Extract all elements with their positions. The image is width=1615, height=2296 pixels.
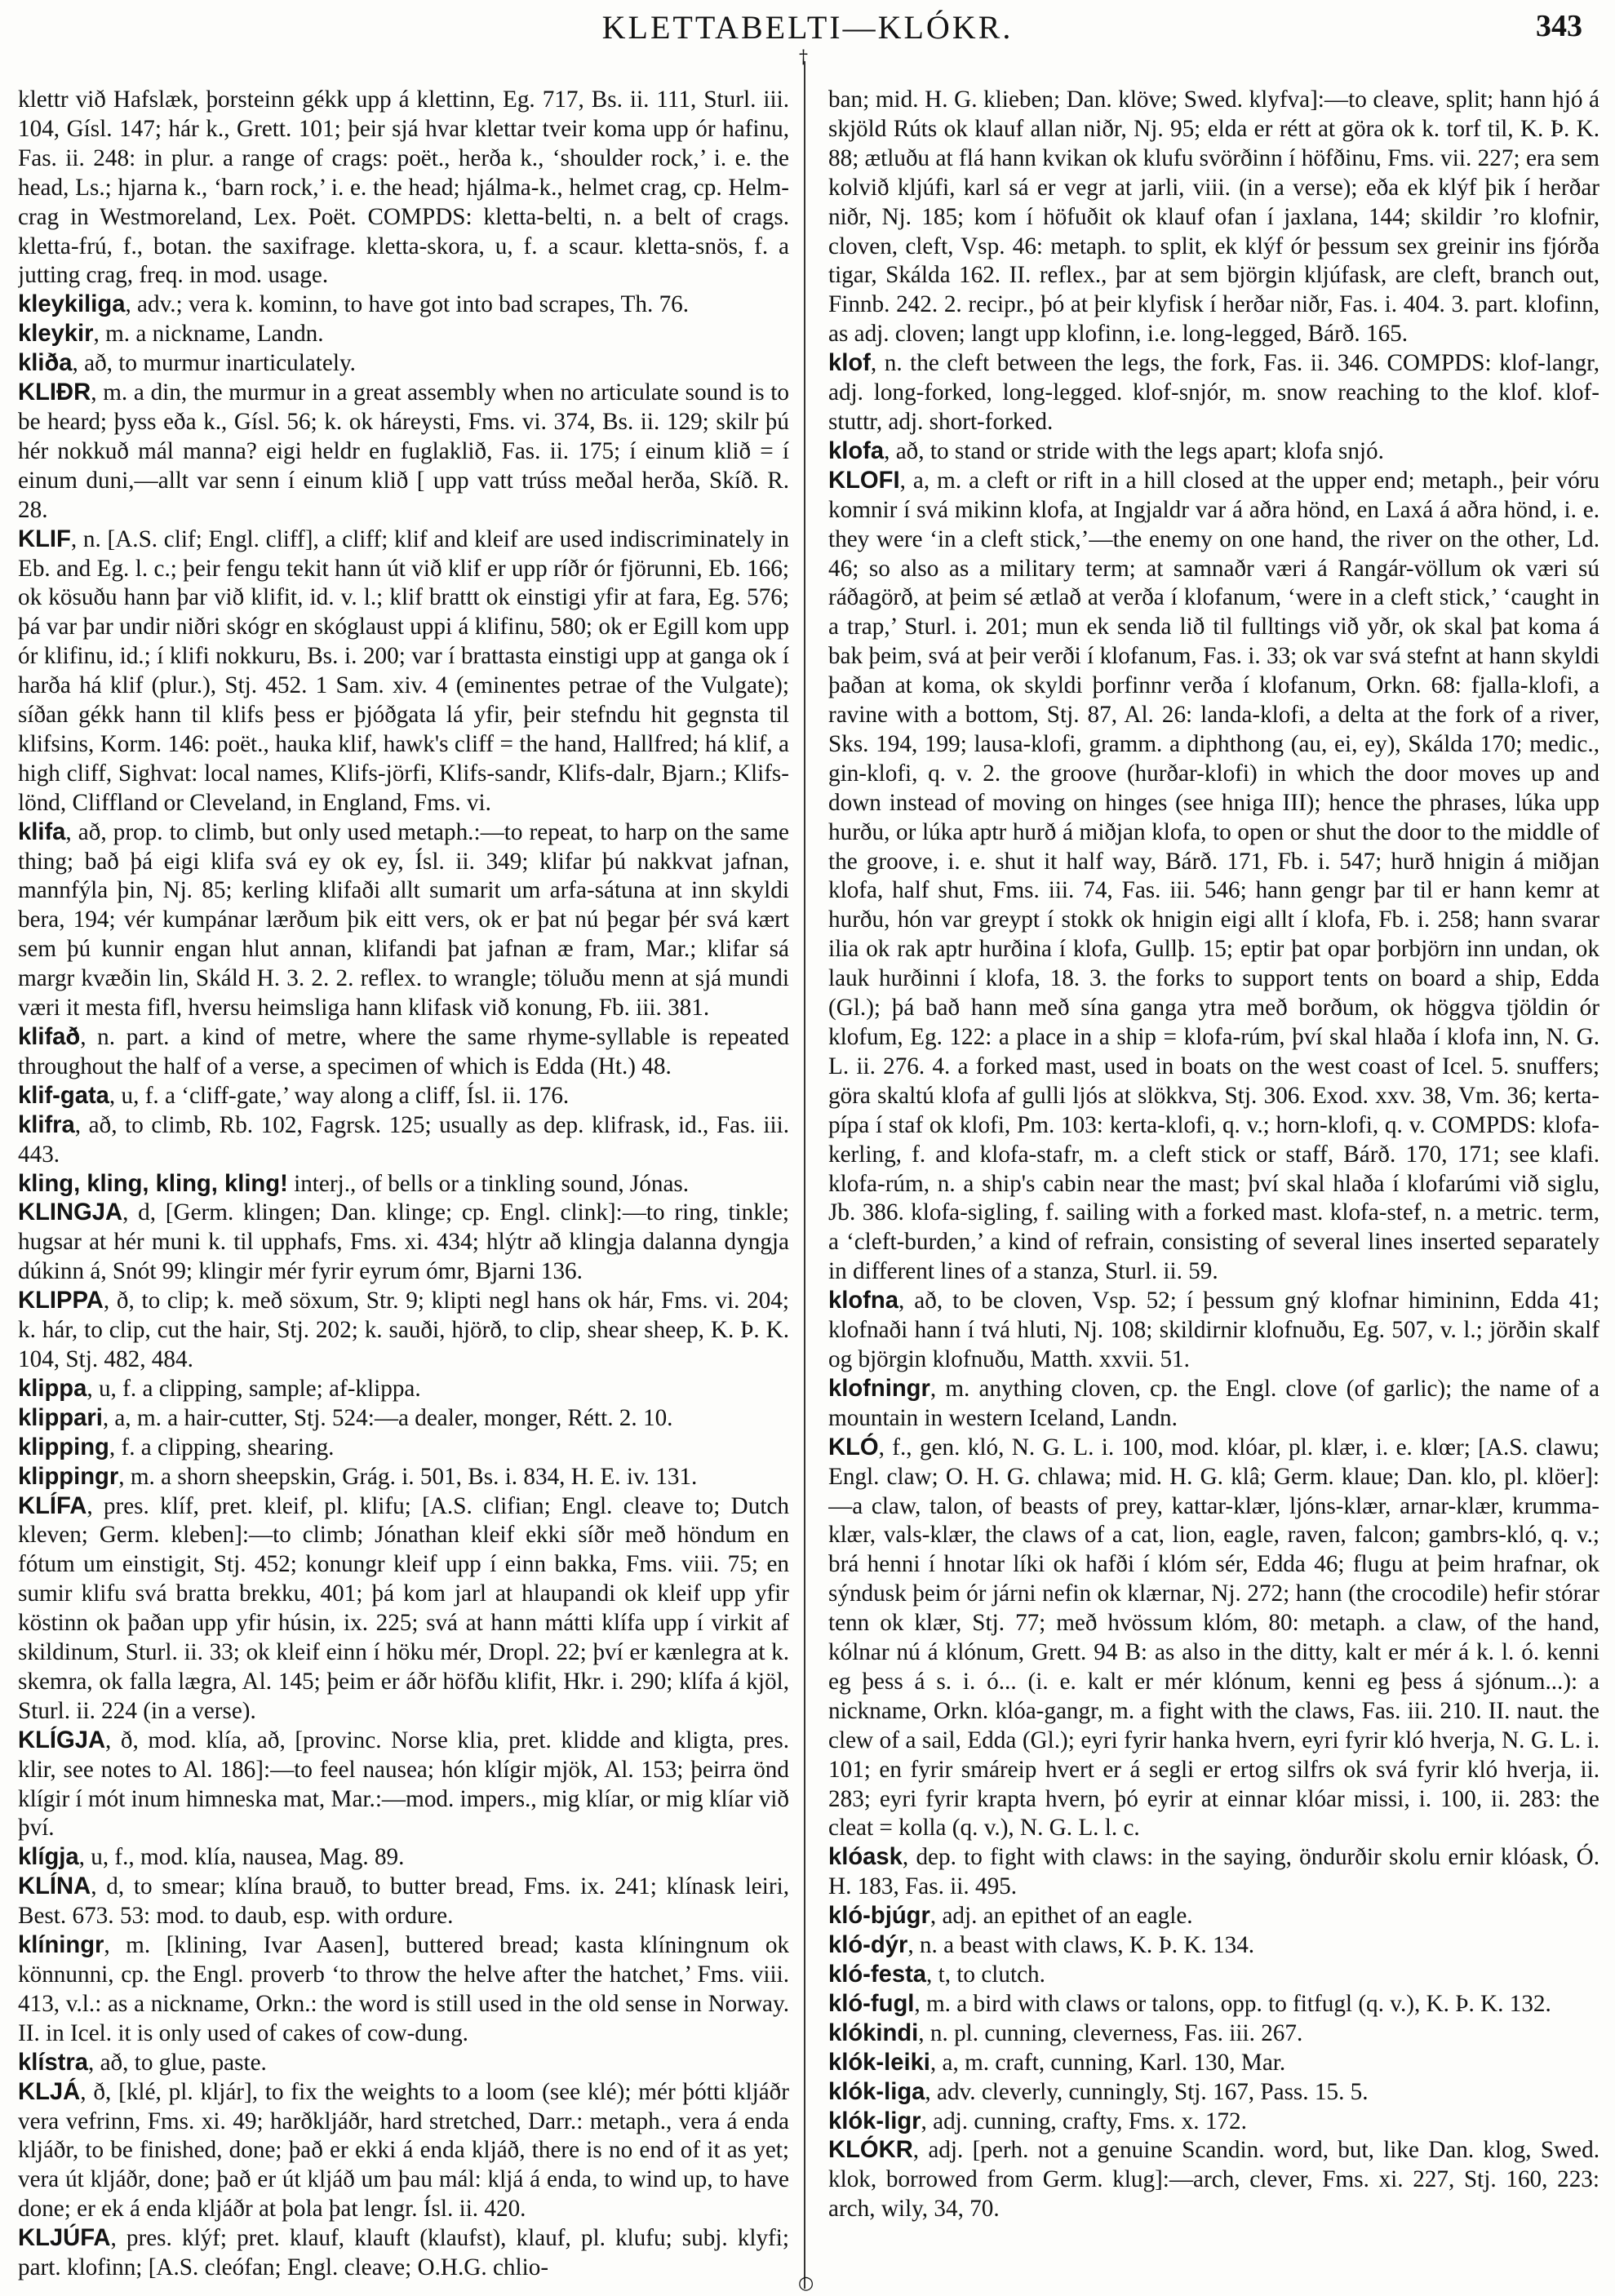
dictionary-entry: [18, 1023, 789, 1082]
dictionary-entry: [18, 2224, 789, 2280]
dictionary-entry: [18, 1873, 789, 1931]
entry-headword: klifað: [18, 1024, 81, 1050]
entry-headword: KLIPPA: [18, 1288, 104, 1314]
dictionary-entry: [828, 467, 1599, 1287]
entry-headword: klóask: [828, 1844, 903, 1871]
entry-definition: , ð, to clip; k. með söxum, Str. 9; klipti negl hans ok hár, Fms. vi. 204; k. hár, to clip, cut the hair, Stj. 202; k. sauði, hjörð, to clip, shear sheep, K. Þ. K. 104, Stj. 482, 484.: [18, 1288, 789, 1372]
entry-headword: klíningr: [18, 1932, 104, 1959]
entry-definition: , m. a din, the murmur in a great assembly when no articulate sound is to be heard; þyss eða k., Gísl. 56; k. ok háreysti, Fms. vi. 374, Bs. ii. 129; skilr þú hér nokkuð mál manna? eigi heldr en fuglaklið, Fas. ii. 175; í einum klið = í einum duni,—allt var senn í einum klið [ upp vatt trúss meðal herða, Skíð. R. 28.: [18, 379, 789, 523]
dictionary-entry: [828, 2108, 1599, 2137]
entry-definition: , adj. an epithet of an eagle.: [930, 1903, 1193, 1930]
dictionary-entry: [18, 1931, 789, 2049]
entry-headword: klippa: [18, 1375, 87, 1402]
entry-definition: , u, f., mod. klía, nausea, Mag. 89.: [78, 1844, 405, 1871]
dictionary-entry: [18, 349, 789, 379]
entry-headword: klifra: [18, 1111, 75, 1138]
dictionary-entry: [18, 1492, 789, 1726]
entry-headword: KLIF: [18, 525, 71, 552]
dictionary-entry: [18, 1375, 789, 1404]
entry-headword: KLÍNA: [18, 1873, 91, 1900]
dictionary-entry: [828, 2049, 1599, 2078]
entry-definition: , að, prop. to climb, but only used metaph.:—to repeat, to harp on the same thing; bað þá eigi klifa svá ey ok ey, Ísl. ii. 349; klifar þú nakkvat jafnan, mannfýla þin, Nj. 85; kerling klifaði allt sumarit um arfa-sátuna at inn skyldi bera, 194; vér kumpánar lærðum þik eitt vers, ok er þat nú þegar þér svá kært sem þú kunnir engan hlut annan, klifandi þat jafnan æ fram, Mar.; klifar sá margr kvæðin lin, Skáld H. 3. 2. 2. reflex. to wrangle; töluðu menn at sjá mundi væri it mesta fifl, hversu heimsliga hann klifask við konung, Fb. iii. 381.: [18, 818, 789, 1022]
entry-headword: klígja: [18, 1844, 79, 1871]
entry-headword: kló-festa: [828, 1961, 927, 1988]
entry-definition: , n. part. a kind of metre, where the same rhyme-syllable is repeated throughout the half of a verse, a specimen of which is Edda (Ht.) 48.: [18, 1024, 789, 1079]
dictionary-entry: [18, 1404, 789, 1434]
entry-headword: KLÍFA: [18, 1492, 87, 1519]
page-number: 343: [1536, 9, 1582, 43]
entry-definition: , ð, [klé, pl. kljár], to fix the weights to a loom (see klé); mér þótti kljáðr vera vefrinn, Fms. xi. 49; harðkljáðr, hard stretched, Darr.: metaph., vera á enda kljáðr, to be finished, done; það er ekki á enda kljáð, there is no end of it as yet; vera út kljáðr, done; það er út kljáð um þau mál: kljá á enda, to wind up, to have done; er ek á enda kljáðr at þola þat lengr. Ísl. ii. 420.: [18, 2078, 789, 2223]
entry-definition: , adj. [perh. not a genuine Scandin. word, but, like Dan. klog, Swed. klok, borrowed from Germ. klug]:—arch, clever, Fms. xi. 227, Stj. 160, 223: arch, wily, 34, 70.: [828, 2137, 1599, 2223]
entry-headword: KLOFI: [828, 467, 900, 494]
entry-definition: , dep. to fight with claws: in the saying, öndurðir skolu ernir klóask, Ó. H. 183, Fas. ii. 495.: [828, 1844, 1599, 1900]
entry-definition: , ð, mod. klía, að, [provinc. Norse klia, pret. klidde and kligta, pres. klir, see notes to Al. 186]:—to feel nausea; hón klígir mjök, Al. 153; þeirra önd klígir í mót inum himneska mat, Mar.:—mod. impers., mig klíar, or mig klíar við því.: [18, 1726, 789, 1842]
entry-definition: , að, to climb, Rb. 102, Fagrsk. 125; usually as dep. klifrask, id., Fas. iii. 443.: [18, 1111, 789, 1168]
dictionary-entry: [18, 525, 789, 818]
entry-headword: KLJÚFA: [18, 2225, 111, 2252]
dictionary-entry: [828, 2019, 1599, 2049]
right-column: [828, 86, 1599, 2280]
entry-definition: , u, f. a ‘cliff-gate,’ way along a cliff, Ísl. ii. 176.: [109, 1082, 570, 1109]
entry-headword: klístra: [18, 2049, 88, 2076]
left-column: [18, 86, 789, 2280]
entry-definition: , pres. klíf, pret. kleif, pl. klifu; [A.S. clifian; Engl. cleave to; Dutch kleven; Germ. kleben]:—to climb; Jónathan kleif ekki síðr með höndum en fótum um einstigit, Stj. 452; konungr kleif upp í einn bakka, Fms. viii. 75; en sumir klifu svá bratta brekku, 401; þá kom jarl at hlaupandi ok kleif upp yfir köstinn ok þaðan upp yfir húsin, ix. 225; svá at hann mátti klífa upp í virkit af skildinum, Sturl. ii. 33; ok kleif einn í höku mér, Dropl. 22; því er kænlegra at k. skemra, ok falla lægra, Al. 145; þeim er áðr höfðu klifit, Hkr. i. 290; klífa á kjöl, Sturl. ii. 224 (in a verse).: [18, 1492, 789, 1724]
entry-headword: klofna: [828, 1288, 898, 1314]
entry-definition: , adv. cleverly, cunningly, Stj. 167, Pass. 15. 5.: [925, 2078, 1369, 2105]
entry-headword: klók-leiki: [828, 2049, 930, 2076]
dictionary-entry: [828, 437, 1599, 467]
entry-headword: klifa: [18, 818, 66, 845]
dictionary-entry: [18, 1287, 789, 1375]
entry-headword: KLÓ: [828, 1434, 879, 1460]
column-divider-ornament-top: †: [799, 47, 808, 68]
dictionary-entry: [18, 1111, 789, 1170]
dictionary-entry: [18, 320, 789, 349]
entry-definition: , n. pl. cunning, cleverness, Fas. iii. 267.: [918, 2019, 1303, 2046]
entry-definition: , n. the cleft between the legs, the fork, Fas. ii. 346. COMPDS: klof-langr, adj. long-forked, long-legged. klof-snjór, m. snow reaching to the klof. klof-stuttr, adj. short-forked.: [828, 350, 1599, 435]
entry-definition: interj., of bells or a tinkling sound, Jónas.: [287, 1170, 690, 1197]
entry-headword: klofningr: [828, 1375, 930, 1402]
entry-definition: , adj. cunning, crafty, Fms. x. 172.: [921, 2108, 1247, 2134]
entry-definition: , t, to clutch.: [926, 1961, 1045, 1988]
entry-definition: , adv.; vera k. kominn, to have got into bad scrapes, Th. 76.: [125, 291, 690, 318]
entry-headword: KLÍGJA: [18, 1726, 106, 1753]
dictionary-entry: [18, 1199, 789, 1287]
entry-definition: , n. a beast with claws, K. Þ. K. 134.: [907, 1932, 1255, 1959]
entry-headword: klippingr: [18, 1463, 119, 1490]
dictionary-entry: [18, 290, 789, 320]
entry-definition: klettr við Hafslæk, þorsteinn gékk upp á klettinn, Eg. 717, Bs. ii. 111, Sturl. iii. 104, Gísl. 147; hár k., Grett. 101; þeir sjá hvar klettar tveir koma upp ór hafinu, Fas. ii. 248: in plur. a range of crags: poët., herða k., ‘shoulder rock,’ i. e. the head, Ls.; hjarna k., ‘barn rock,’ i. e. the head; hjálma-k., helmet crag, cp. Helm-crag in Westmoreland, Lex. Poët. COMPDS: kletta-belti, n. a belt of crags. kletta-frú, f., botan. the saxifrage. kletta-skora, u, f. a scaur. kletta-snös, f. a jutting crag, freq. in mod. usage.: [18, 86, 789, 289]
page-header: [0, 8, 1615, 49]
column-divider-ornament-bottom: ○: [798, 2273, 814, 2294]
entry-definition: , a, m. a hair-cutter, Stj. 524:—a dealer, monger, Rétt. 2. 10.: [102, 1404, 673, 1431]
entry-definition: , m. a shorn sheepskin, Grág. i. 501, Bs. i. 834, H. E. iv. 131.: [118, 1463, 698, 1490]
entry-headword: klipping: [18, 1434, 109, 1460]
entry-definition: , að, to glue, paste.: [88, 2049, 267, 2076]
entry-definition: , a, m. a cleft or rift in a hill closed at the upper end; metaph., þeir vóru komnir í svá mikinn klofa, at Ingjaldr var á aðra hönd, en Laxá á aðra hönd, i. e. they were ‘in a cleft stick,’—the enemy on one hand, the river on the other, Ld. 46; so also as a military term; at samnaðr væri á Rangár-völlum ok væri sú ráðagörð, at þeim sé ætlað at verða í klofanum, ‘were in a cleft stick,’ ‘caught in a trap,’ Sturl. i. 201; mun ek senda lið til fulltings við yðr, ok skal þat koma á bak þeim, svá at þeir verði í klofanum, Fas. i. 33; ok var svá stefnt at hann skyldi þaðan at koma, ok skyldi þorfinnr verða í klofanum, Orkn. 68: fjalla-klofi, a ravine with a bottom, Stj. 87, Al. 26: landa-klofi, a delta at the fork of a river, Sks. 194, 199; lausa-klofi, gramm. a diphthong (au, ei, ey), Skálda 170; medic., gin-klofi, q. v. 2. the groove (hurðar-klofi) in which the door moves up and down instead of moving on hinges (see hniga III); hence the phrases, lúka upp hurðu, or lúka aptr hurð á miðjan klofa, to open or shut the door to the middle of the groove, i. e. shut it half way, Bárð. 171, Fb. i. 547; hurð hnigin á miðjan klofa, half shut, Fms. iii. 74, Fas. iii. 546; hann gengr þar til er hann kemr at hurðu, hón var greypt í stokk ok hnigin eigi allt í klofa, Fb. i. 258; hann svarar ilia ok rak aptr hurðina í klofa, Gullþ. 15; eptir þat opar þorbjörn inn undan, ok lauk hurðinni í klofa, 18. 3. the forks to support tents on board a ship, Edda (Gl.); þá bað hann með sína ganga ytra með borðum, ok höggva tjöldin ór klofum, Eg. 122: a place in a ship = klofa-rúm, því skal hlaða í klofa inn, N. G. L. ii. 276. 4. a forked mast, used in boats on the west coast of Icel. 5. snuffers; göra skaltú klofa af gulli ljós at slökkva, Stj. 306. Exod. xxv. 38, Vm. 36; kerta-pípa í staf ok klofi, Pm. 103: kerta-klofi, q. v.; horn-klofi, q. v. COMPDS: klofa-kerling, f. and klofa-stafr, m. a cleft stick or staff, Bárð. 170, 171; see klafi. klofa-rúm, n. a ship's cabin near the mast; því skal hlaða í klofarúmi við siglu, Jb. 386. klofa-sigling, f. sailing with a forked mast. klofa-stef, n. a metric. term, a ‘cleft-burden,’ a kind of refrain, consisting of several lines inserted separately in different lines of a stanza, Sturl. ii. 59.: [828, 467, 1599, 1285]
dictionary-entry: [18, 1170, 789, 1199]
entry-definition: , m. [klining, Ivar Aasen], buttered bread; kasta klíningnum ok könnunni, cp. the Engl. proverb ‘to throw the helve after the hatchet,’ Fms. viii. 413, v.l.: as a nickname, Orkn.: the word is still used in the old sense in Norway. II. in Icel. it is only used of cakes of cow-dung.: [18, 1932, 789, 2046]
dictionary-entry: [18, 379, 789, 525]
entry-headword: klof: [828, 350, 871, 377]
dictionary-entry: [828, 86, 1599, 349]
dictionary-entry: [18, 1434, 789, 1463]
entry-headword: kló-bjúgr: [828, 1903, 930, 1930]
entry-headword: kló-dýr: [828, 1932, 908, 1959]
entry-definition: , m. a bird with claws or talons, opp. to fitfugl (q. v.), K. Þ. K. 132.: [914, 1990, 1551, 2017]
entry-headword: kleykiliga: [18, 291, 126, 318]
dictionary-entry: [828, 1931, 1599, 1961]
entry-headword: KLINGJA: [18, 1199, 123, 1226]
dictionary-entry: [18, 1843, 789, 1873]
entry-headword: kló-fugl: [828, 1990, 915, 2017]
running-title: KLETTABELTI—KLÓKR.: [601, 9, 1014, 46]
dictionary-entry: [18, 2049, 789, 2078]
entry-headword: klókindi: [828, 2019, 919, 2046]
entry-definition: , n. [A.S. clif; Engl. cliff], a cliff; klif and kleif are used indiscriminately in Eb. and Eg. l. c.; þeir fengu tekit hann út við klif er upp ríðr ór fjörunni, Eb. 166; ok kösuðu hann þar við klifit, id. v. l.; klif brattt ok einstigi yfir at fara, Eg. 576; þá var þar undir niðri skógr en skóglaust uppi á klifinu, 580; ok er Egill kom upp ór klifinu, id.; í klifi nokkuru, Bs. i. 200; var í brattasta einstigi upp at ganga ok í harða há klif (plur.), Stj. 452. 1 Sam. xiv. 4 (eminentes petrae of the Vulgate); síðan gékk hann til klifs þess er þjóðgata lá yfir, þeir stefndu hit gegnsta til klifsins, Korm. 146: poët., hauka klif, hawk's cliff = the hand, Hallfred; há klif, a high cliff, Sighvat: local names, Klifs-jörfi, Klifs-sandr, Klifs-dalr, Bjarn.; Klifs-lönd, Cliffland or Cleveland, in England, Fms. vi.: [18, 525, 789, 816]
dictionary-entry: [18, 1082, 789, 1111]
entry-definition: , d, to smear; klína brauð, to butter bread, Fms. ix. 241; klínask leiri, Best. 673. 53: mod. to daub, esp. with ordure.: [18, 1873, 789, 1930]
entry-definition: , að, to stand or stride with the legs apart; klofa snjó.: [884, 437, 1384, 464]
dictionary-entry: [828, 1287, 1599, 1375]
entry-definition: , að, to be cloven, Vsp. 52; í þessum gný klofnar himininn, Edda 41; klofnaði hann í tvá hluti, Nj. 108; skildirnir klofnuðu, Eg. 507, v. l.; jörðin skalf og björgin klofnuðu, Matth. xxvii. 51.: [828, 1288, 1599, 1372]
entry-headword: KLJÁ: [18, 2078, 81, 2105]
entry-headword: klif-gata: [18, 1082, 109, 1109]
entry-headword: KLÓKR: [828, 2137, 913, 2164]
dictionary-entry: [18, 86, 789, 290]
dictionary-entry: [828, 1961, 1599, 1990]
dictionary-entry: [18, 2078, 789, 2225]
dictionary-entry: [828, 1990, 1599, 2019]
entry-headword: KLIÐR: [18, 379, 91, 406]
dictionary-entry: [18, 818, 789, 1023]
entry-definition: ban; mid. H. G. klieben; Dan. klöve; Swed. klyfva]:—to cleave, split; hann hjó á skjöld Rúts ok klauf allan niðr, Nj. 95; elda er rétt at göra ok k. torf til, K. Þ. K. 88; ætluðu at flá hann kvikan ok klufu svörðinn í höfðinu, Fms. vii. 227; era sem kolvið kljúfi, karl sá er vegr at jarli, viii. (in a verse); eða ek klýf þik í herðar niðr, Nj. 185; kom í höfuðit ok klauf ofan í jaxlana, 144; skildir ’ro klofnir, cloven, cleft, Vsp. 46: metaph. to split, ek klýf ór þessum sex greinir ins fjórða tigar, Skálda 162. II. reflex., þar at sem björgin kljúfask, are cleft, branch out, Finnb. 242. 2. recipr., þó at þeir klyfisk í herðar niðr, Fas. i. 404. 3. part. klofinn, as adj. cloven; langt upp klofinn, i.e. long-legged, Bárð. 165.: [828, 86, 1599, 348]
entry-definition: , pres. klýf; pret. klauf, klauft (klaufst), klauf, pl. klufu; subj. klyfi; part. klofinn; [A.S. cleófan; Engl. cleave; O.H.G. chlio-: [18, 2225, 789, 2280]
dictionary-entry: [18, 1726, 789, 1844]
entry-definition: , f., gen. kló, N. G. L. i. 100, mod. klóar, pl. klær, i. e. klœr; [A.S. clawu; Engl. claw; O. H. G. chlawa; mid. H. G. klâ; Germ. klaue; Dan. klo, pl. klöer]:—a claw, talon, of beasts of prey, kattar-klær, ljóns-klær, arnar-klær, krumma-klær, vals-klær, the claws of a cat, lion, eagle, raven, falcon; gambrs-kló, q. v.; brá henni í hnotar líki ok hafði í klóm sér, Edda 46; flugu at þeim hrafnar, ok sýndusk þeim ór járni nefin ok klærnar, Nj. 272; hann (the crocodile) hefir stórar tenn ok klær, Stj. 77; með hvössum klóm, 80: metaph. a claw, of the hand, kólnar nú á klónum, Grett. 94 B: as also in the ditty, kalt er mér á k. l. ó. kenni eg þess á s. i. ó... (i. e. kalt er mér klónum, kenni eg þess á sjónum...): a nickname, Orkn. klóa-gangr, m. a fight with the claws, Fas. iii. 210. II. naut. the clew of a sail, Edda (Gl.); eyri fyrir hanka hvern, eyri fyrir kló hverja, N. G. L. i. 101; en fyrir smáreip hvert er á segli er ertog silfrs ok svá fyrir kló hverja, ii. 283; eyri fyrir krapta hvern, þó eyrir at einnar klóar missi, i. 100, ii. 283: the cleat = kolla (q. v.), N. G. L. l. c.: [828, 1434, 1599, 1842]
entry-headword: klofa: [828, 437, 885, 464]
entry-headword: klók-liga: [828, 2078, 925, 2105]
entry-definition: , d, [Germ. klingen; Dan. klinge; cp. Engl. clink]:—to ring, tinkle; hugsar at hér muni k. til upphafs, Fms. xi. 434; hlýtr að klingja dalanna dyngja dúkinn á, Snót 99; klingir mér fyrir eyrum ómr, Bjarni 136.: [18, 1199, 789, 1285]
dictionary-entry: [828, 2078, 1599, 2108]
entry-definition: , a, m. craft, cunning, Karl. 130, Mar.: [930, 2049, 1286, 2076]
entry-headword: klók-ligr: [828, 2108, 921, 2134]
entry-definition: , f. a clipping, shearing.: [109, 1434, 335, 1460]
entry-definition: , u, f. a clipping, sample; af-klippa.: [87, 1375, 421, 1402]
dictionary-entry: [828, 2136, 1599, 2224]
dictionary-entry: [828, 349, 1599, 437]
entry-definition: , m. anything cloven, cp. the Engl. clove (of garlic); the name of a mountain in western Iceland, Landn.: [828, 1375, 1599, 1431]
dictionary-entry: [18, 1463, 789, 1492]
dictionary-entry: [828, 1843, 1599, 1902]
dictionary-entry: [828, 1902, 1599, 1931]
column-divider: [804, 61, 805, 2289]
entry-definition: , m. a nickname, Landn.: [93, 321, 324, 348]
entry-headword: kliða: [18, 350, 73, 377]
entry-definition: , að, to murmur inarticulately.: [72, 350, 356, 377]
entry-headword: kleykir: [18, 321, 94, 348]
entry-headword: kling, kling, kling, kling!: [18, 1170, 288, 1197]
entry-headword: klippari: [18, 1404, 103, 1431]
dictionary-entry: [828, 1434, 1599, 1844]
dictionary-entry: [828, 1375, 1599, 1434]
